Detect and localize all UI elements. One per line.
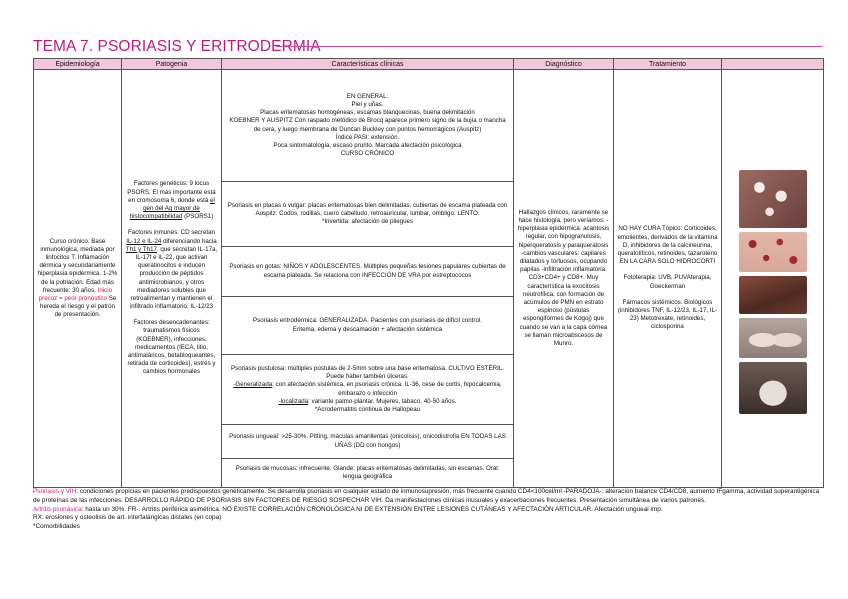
tratamiento-sistemicos: Fármacos sistémicos: Biológicos (inhibidores TNF, IL-12/23, IL-17, IL-23) Metotrexate, retinoides, ciclosporina <box>617 298 718 331</box>
vih-text: : condiciones propicias en pacientes predispuestos genéticamente. Se desarrolla psoriasis en cualquier estado de inmunosupresión, más frecuente cuando CD4<100cel/ml -PARADOJA-: alteración balance CD4/CD8, aumento IFgamma, actividad superantigénica de proteínas de las infecciones. DESARROLLO RÁPIDO DE PSORIASIS SIN FACTORES DE RIESGO SOSPECHAR VIH. Da manifestaciones clínicas inusuales y exacerbaciones frecuentes. Presentación simultánea de varios patrones. <box>33 488 820 504</box>
clinica-eritrodermica <box>222 297 513 355</box>
pustulosa-generalizada <box>226 381 509 397</box>
pustulosa-text: Psoriasis pustulosa: múltiples pústulas de 2-5mm sobre una base eritematosa. CULTIVO ESTÉRIL. Puede haber también úlceras. <box>231 364 504 381</box>
general-line: Poca sintomatología, escaso prurito. Marcada afectación psicológica <box>273 141 462 149</box>
pustulosa-acrodermatitis: *Acrodermatitis continua de Hallopeau <box>314 405 421 413</box>
tratamiento-topico: NO HAY CURA Tópico: Corticoides, emolientes, derivados de la vitamina D, inhibidores de la calcineurina, queratolíticos, retinoides, tazaroteno EN LA CARA SOLO HIDROCORTI <box>617 225 718 266</box>
artritis-label: Artritis psoriásica <box>33 505 82 513</box>
general-title: EN GENERAL: <box>346 92 389 100</box>
gotas-text: Psoriasis en gotas: NIÑOS Y ADOLESCENTES. Múltiples pequeñas lesiones papulares cubiertas de escama plateada. Se relaciona con INFECCIÓN DE VRA por estreptococos <box>229 263 506 279</box>
ungueal-text: Psoriasis ungueal: >25-30%. Pitting, máculas amarillentas (onicolisis), onicodistrofia EN TODAS LAS UÑAS (DD con hongos) <box>229 433 506 449</box>
note-vih <box>33 488 823 506</box>
artritis-text: : hasta un 30%. FR-. Artritis periférica asimétrica. NO EXISTE CORRELACIÓN CRONOLÓGICA NI DE EXTENSIÓN ENTRE LESIONES CUTÁNEAS Y AFECTACIÓN ARTICULAR. Afectación ungueal imp. <box>81 505 663 513</box>
tratamiento-fototerapia: Fototerapia: UVB, PUVAterapia, Goeckerman <box>623 274 712 290</box>
title-row <box>33 38 823 56</box>
vih-label: Psoriasis y VIH <box>33 488 77 495</box>
photo-pustulosa-image <box>739 318 807 358</box>
general-line: KOEBNER Y AUSPITZ Con raspado metódico de Brocq aparece primero signo de la bujía o mancha de cera, y luego membrana de Duncan Buckley con puntos hemorrágicos (Auspitz) <box>229 117 506 133</box>
note-artritis <box>33 506 823 515</box>
clinica-pustulosa <box>222 355 513 425</box>
inmunes-text-b: diferenciando hacia <box>163 237 217 245</box>
header-patogenia: Patogenia <box>122 59 222 70</box>
tratamiento-cell <box>614 70 722 488</box>
clinica-cell <box>222 70 514 488</box>
geneticos-psors1: (PSORS1) <box>184 213 214 221</box>
header-row <box>34 59 824 70</box>
header-clinica: Características clínicas <box>222 59 514 70</box>
header-epidemiologia: Epidemiología <box>34 59 122 70</box>
header-diagnostico: Diagnóstico <box>514 59 614 70</box>
pustulosa-localizada <box>226 398 509 406</box>
mucosas-text: Psoriasis de mucosas: infrecuente. Glande: placas eritematosas delimitadas, sin escamas. Oral: lengua geográfica <box>235 464 500 480</box>
note-comorbilidades: *Comorbilidades <box>33 523 80 531</box>
patogenia-desencadenantes: Factores desencadenantes: traumatismos físicos (KOEBNER), infecciones, medicamentos (IECA, litio, antimaláricos, betabloqueantes, retirada de corticoides), estrés y cambios hormonales <box>127 319 216 376</box>
epidemiologia-tail: Se hereda el riesgo y el patrón de presentación. <box>40 294 117 319</box>
page-title: TEMA 7. PSORIASIS Y ERITRODERMIA <box>33 38 321 55</box>
clinica-gotas <box>222 247 513 297</box>
epidemiologia-red: Inicio precoz = peor pronóstico <box>38 286 113 302</box>
geneticos-text: Factores genéticos: 9 locus PSORS. El más importante está en cromosoma 6, donde está <box>127 180 216 204</box>
eritro-text: Psoriasis eritrodérmica: GENERALIZADA. Pacientes con psoriasis de difícil control. <box>252 317 483 325</box>
clinica-general <box>222 70 513 182</box>
content-row <box>34 70 824 488</box>
photo-gotas-image <box>739 232 807 272</box>
header-images <box>722 59 824 70</box>
inmunes-text: Factores inmunes: CD secretan <box>127 229 215 237</box>
localizada-text: : variante palmo-plantar. Mujeres, tabaco, 40-50 años. <box>308 397 457 405</box>
placas-text: Psoriasis en placas o vulgar: placas eritematosas bien delimitadas, cubiertas de escama plateada con Auspitz. Codos, rodillas, cuero cabelludo, retroauricular, lumbar, ombligo. LENTO. <box>227 201 508 217</box>
patogenia-inmunes <box>125 229 218 311</box>
patogenia-geneticos <box>125 180 218 221</box>
images-cell <box>722 70 824 488</box>
patogenia-cell <box>122 70 222 488</box>
clinica-placas <box>222 182 513 247</box>
inmunes-text-c: , que secretan IL-17a, IL-17f e IL-22, que activan queratinocitos e inducen producción de péptidos antimicrobianos, y otros mediadores solubles que retroalimentan y mantienen el infiltrado inflamatorio. IL-12/23 <box>129 245 218 311</box>
summary-table <box>33 58 824 488</box>
footer-notes <box>33 488 823 532</box>
photo-ungueal-image <box>739 362 807 414</box>
generalizada-text: : con afectación sistémica, en psoriasis crónica. IL-36, cese de cortis, hipocalcemia, embarazo o infección <box>272 381 502 397</box>
general-line: Placas eritematosas homogéneas, escamas blanquecinas, buena delimitación <box>260 109 475 117</box>
clinica-mucosas <box>222 459 513 487</box>
note-rx: RX: erosiones y osteolisis de art. interfalángicas distales (en copa) <box>33 514 222 522</box>
epidemiologia-text: Curso crónico. Base inmunológica, mediada por linfocitos T. Inflamación dérmica y secundariamente hiperplasia epidérmica. 1-2% de la población. Edad más frecuente: 30 años. <box>37 237 118 294</box>
title-rule <box>276 46 823 47</box>
clinica-ungueal <box>222 425 513 459</box>
inmunes-il: IL-12 e IL-24 <box>126 237 162 245</box>
generalizada-label: -Generalizada <box>233 381 273 389</box>
general-line: CURSO CRÓNICO <box>340 150 395 158</box>
photo-placas-image <box>739 170 807 228</box>
eritro-text-b: Eritema, edema y descamación + afectación sistémica <box>292 325 443 333</box>
header-tratamiento: Tratamiento <box>614 59 722 70</box>
general-line: Piel y uñas. <box>351 100 384 108</box>
photo-eritrodermica-image <box>739 276 807 314</box>
localizada-label: -localizada <box>278 397 309 405</box>
geneticos-underlined: el gen del Ag mayor de histocompatibilidad <box>129 196 215 221</box>
general-line: Índice PASI: extensión. <box>335 133 400 141</box>
placas-invertida: *Invertida: afectación de pliegues <box>321 218 414 226</box>
epidemiologia-cell <box>34 70 122 488</box>
diagnostico-cell: Hallazgos clínicos, raramente se hace histología, pero veríamos: -hiperplasia epidérmica: acantosis regular, con hipogranulosis, hiperqueratosis y paraqueratosis -cambios vasculares: capilares dilatados y tortuosos, ocupando papilas -infiltración inflamatoria: CD3+CD4+ y CD8+. Muy característica la exocitosis neutrofílica, con formación de acúmulos de PMN en estrato espinoso (pústulas espongiformes de Kogoj) que cuando se van a la capa córnea se llaman microabscesos de Munro. <box>514 70 614 488</box>
inmunes-th: Th1 y Th17 <box>125 245 157 253</box>
